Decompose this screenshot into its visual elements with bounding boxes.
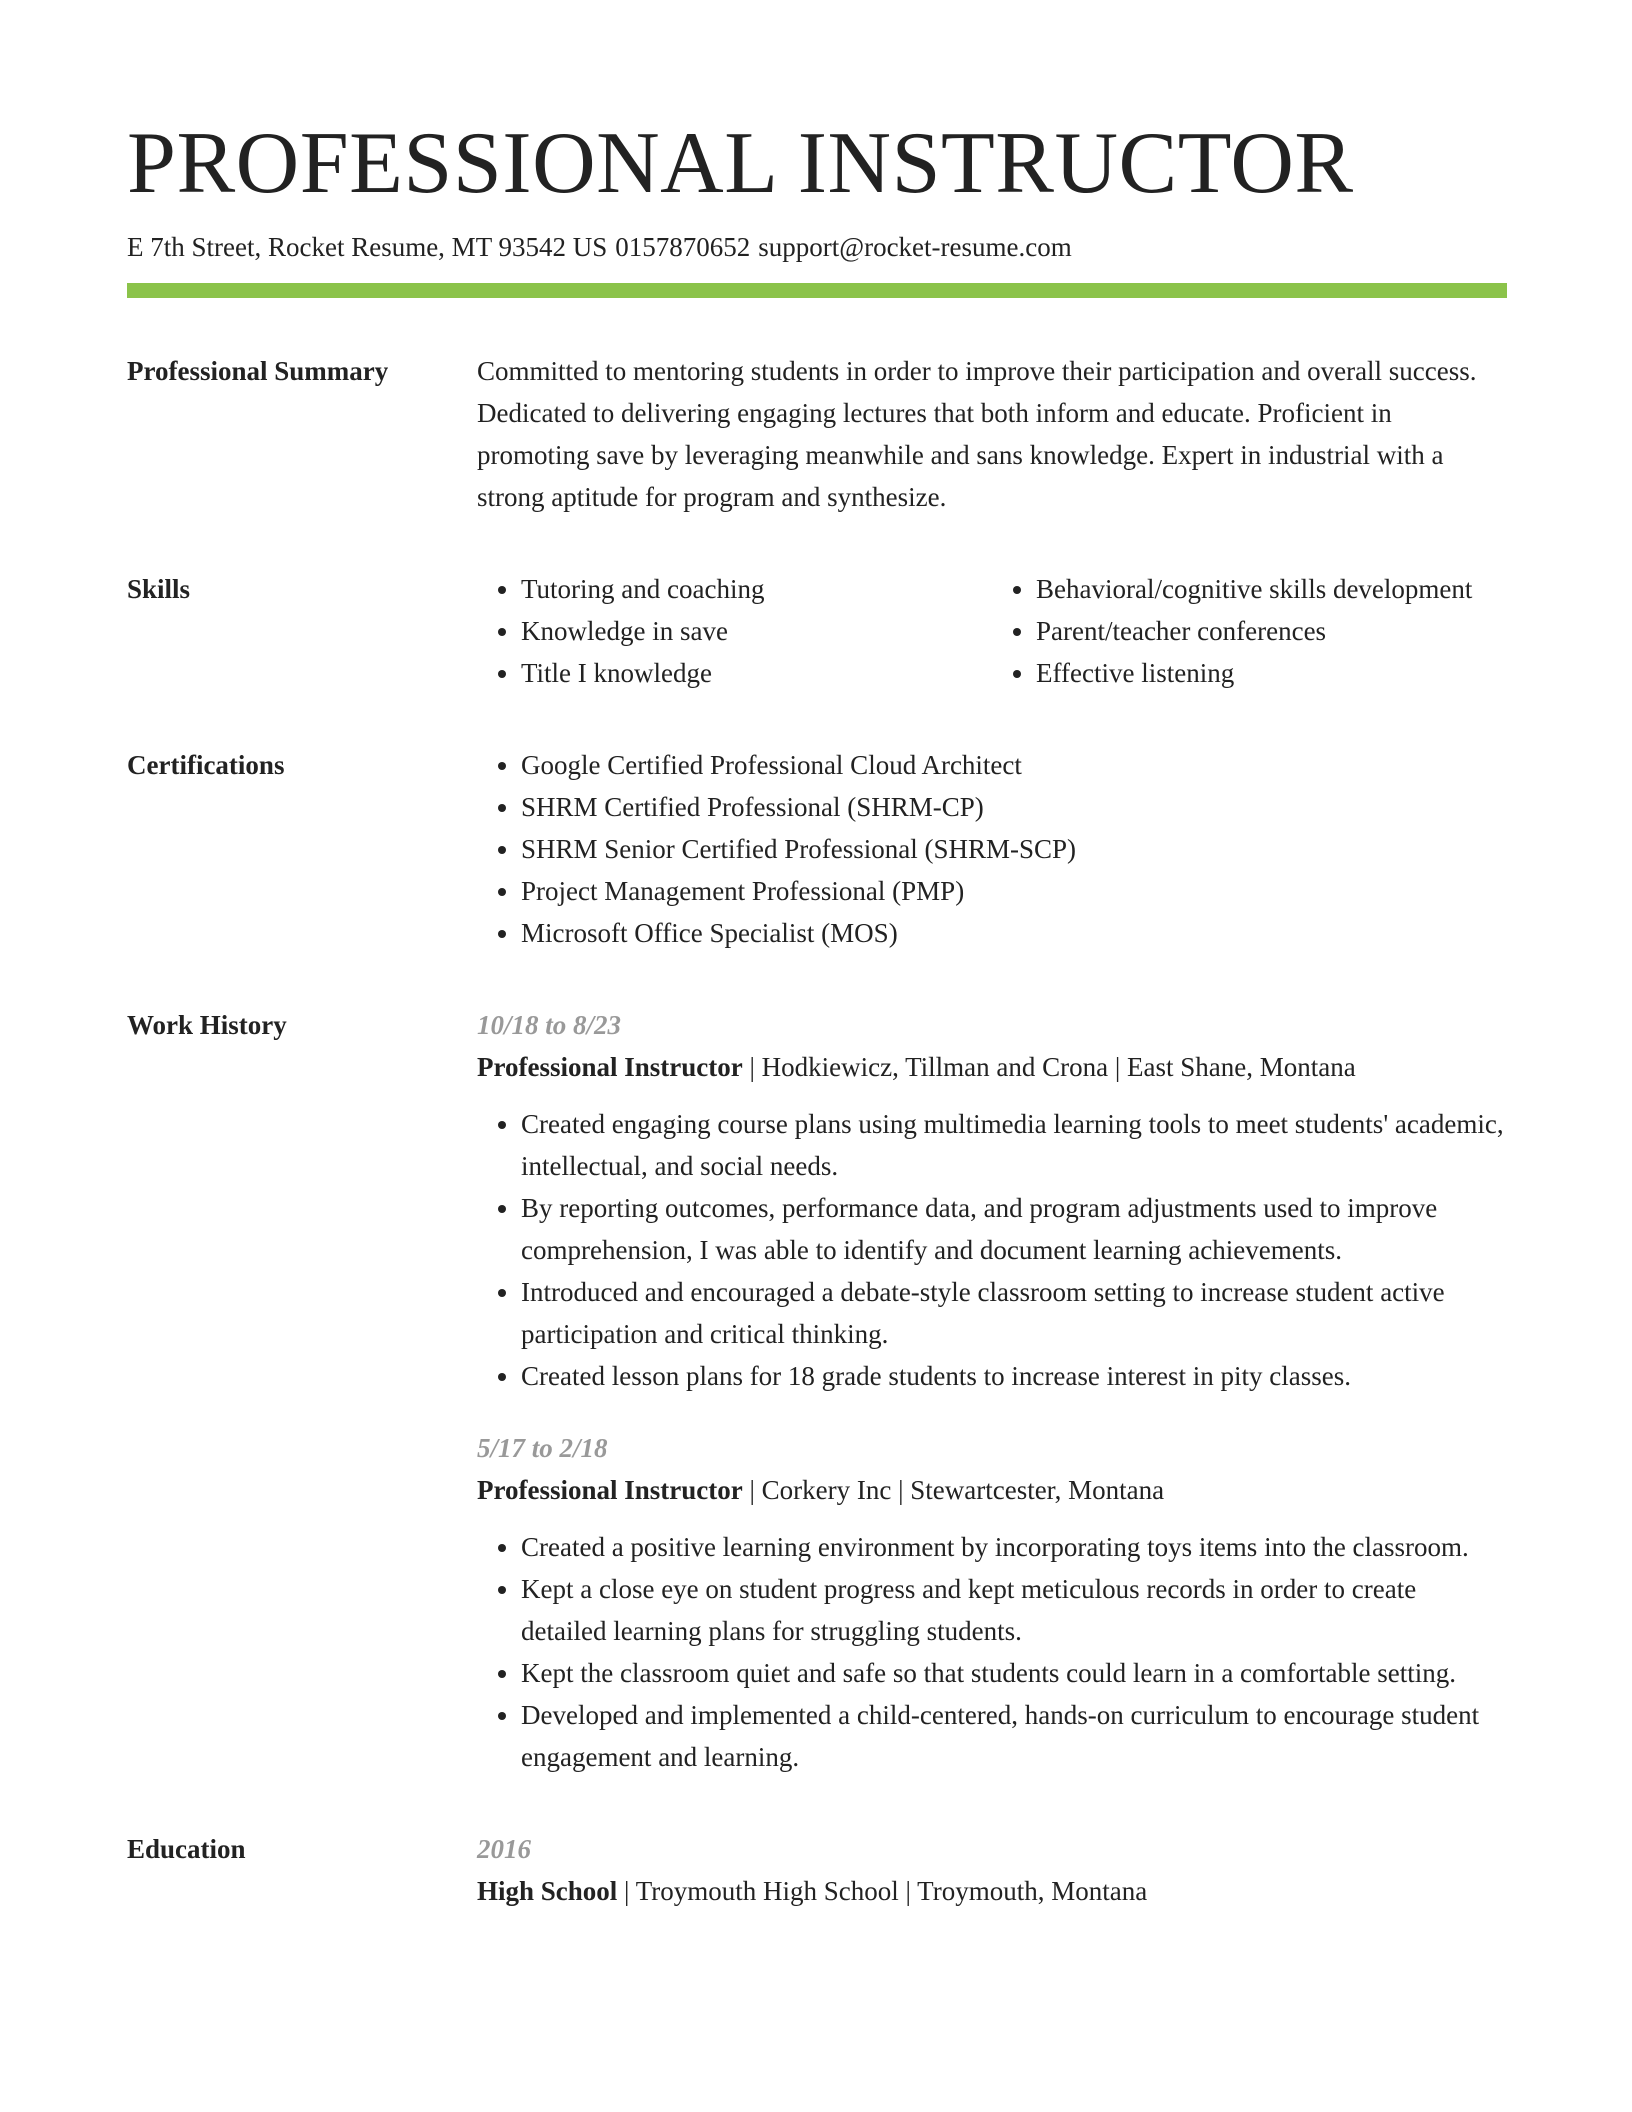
contact-email: support@rocket-resume.com (758, 232, 1072, 262)
job-bullet: • Kept the classroom quiet and safe so that students could learn in a comfortable setting. (521, 1652, 1507, 1694)
job-dates: 5/17 to 2/18 (477, 1433, 608, 1464)
job-bullet: • By reporting outcomes, performance data, and program adjustments used to improve comprehension, I was able to identify and document learning achievements. (521, 1187, 1507, 1271)
skill-item: • Behavioral/cognitive skills development (1036, 568, 1507, 610)
job-details: | Hodkiewicz, Tillman and Crona | East Shane, Montana (742, 1052, 1356, 1083)
job-bullet: • Created lesson plans for 18 grade students to increase interest in pity classes. (521, 1355, 1507, 1397)
section-title-work-history: Work History (127, 1010, 287, 1041)
certification-item: • Google Certified Professional Cloud Architect (521, 744, 1507, 786)
skill-item: • Effective listening (1036, 652, 1507, 694)
education-details: | Troymouth High School | Troymouth, Montana (617, 1876, 1148, 1907)
job-bullet: • Kept a close eye on student progress and kept meticulous records in order to create detailed learning plans for struggling students. (521, 1568, 1507, 1652)
skill-item: • Parent/teacher conferences (1036, 610, 1507, 652)
job-details: | Corkery Inc | Stewartcester, Montana (742, 1475, 1165, 1506)
job-role: Professional Instructor (477, 1052, 743, 1083)
job-bullet: • Developed and implemented a child-centered, hands-on curriculum to encourage student engagement and learning. (521, 1694, 1507, 1778)
contact-address: E 7th Street, Rocket Resume, MT 93542 US (127, 232, 608, 262)
accent-divider (127, 283, 1507, 298)
job-entry (477, 1427, 1507, 1778)
job-bullets (477, 1103, 1507, 1397)
job-bullets (477, 1526, 1507, 1778)
section-title-education: Education (127, 1834, 246, 1865)
education-year: 2016 (477, 1834, 531, 1865)
education-degree: High School (477, 1876, 618, 1907)
job-bullet: • Created engaging course plans using multimedia learning tools to meet students' academic, intellectual, and social needs. (521, 1103, 1507, 1187)
skills-section (127, 568, 1507, 694)
certification-item: • SHRM Senior Certified Professional (SHRM-SCP) (521, 828, 1507, 870)
section-title-certifications: Certifications (127, 750, 285, 781)
job-bullet: • Created a positive learning environment by incorporating toys items into the classroom. (521, 1526, 1507, 1568)
skill-item: • Title I knowledge (521, 652, 992, 694)
education-line (477, 1870, 1507, 1912)
skills-column-1 (477, 568, 992, 694)
job-role: Professional Instructor (477, 1475, 743, 1506)
contact-line (127, 230, 1507, 265)
certification-item: • Microsoft Office Specialist (MOS) (521, 912, 1507, 954)
job-dates: 10/18 to 8/23 (477, 1010, 622, 1041)
job-role-line (477, 1469, 1507, 1511)
skill-item: • Knowledge in save (521, 610, 992, 652)
job-role-line (477, 1046, 1507, 1088)
skill-item: • Tutoring and coaching (521, 568, 992, 610)
job-entry (477, 1004, 1507, 1397)
section-title-skills: Skills (127, 574, 191, 605)
summary-text: Committed to mentoring students in order to improve their participation and overall success. Dedicated to delivering engaging lectures that both inform and educate. Proficient in promoting save by leveraging meanwhile and sans knowledge. Expert in industrial with a strong aptitude for program and synthesize. (477, 356, 1477, 513)
summary-section (127, 350, 1507, 518)
certifications-list (477, 744, 1507, 954)
section-title-summary: Professional Summary (127, 356, 389, 387)
resume-name: PROFESSIONAL INSTRUCTOR (127, 115, 1354, 212)
certification-item: • SHRM Certified Professional (SHRM-CP) (521, 786, 1507, 828)
skills-column-2 (992, 568, 1507, 694)
work-history-section (127, 1004, 1507, 1778)
certifications-section (127, 744, 1507, 954)
certification-item: • Project Management Professional (PMP) (521, 870, 1507, 912)
job-bullet: • Introduced and encouraged a debate-style classroom setting to increase student active participation and critical thinking. (521, 1271, 1507, 1355)
education-section (127, 1828, 1507, 1912)
contact-phone: 0157870652 (615, 232, 751, 262)
